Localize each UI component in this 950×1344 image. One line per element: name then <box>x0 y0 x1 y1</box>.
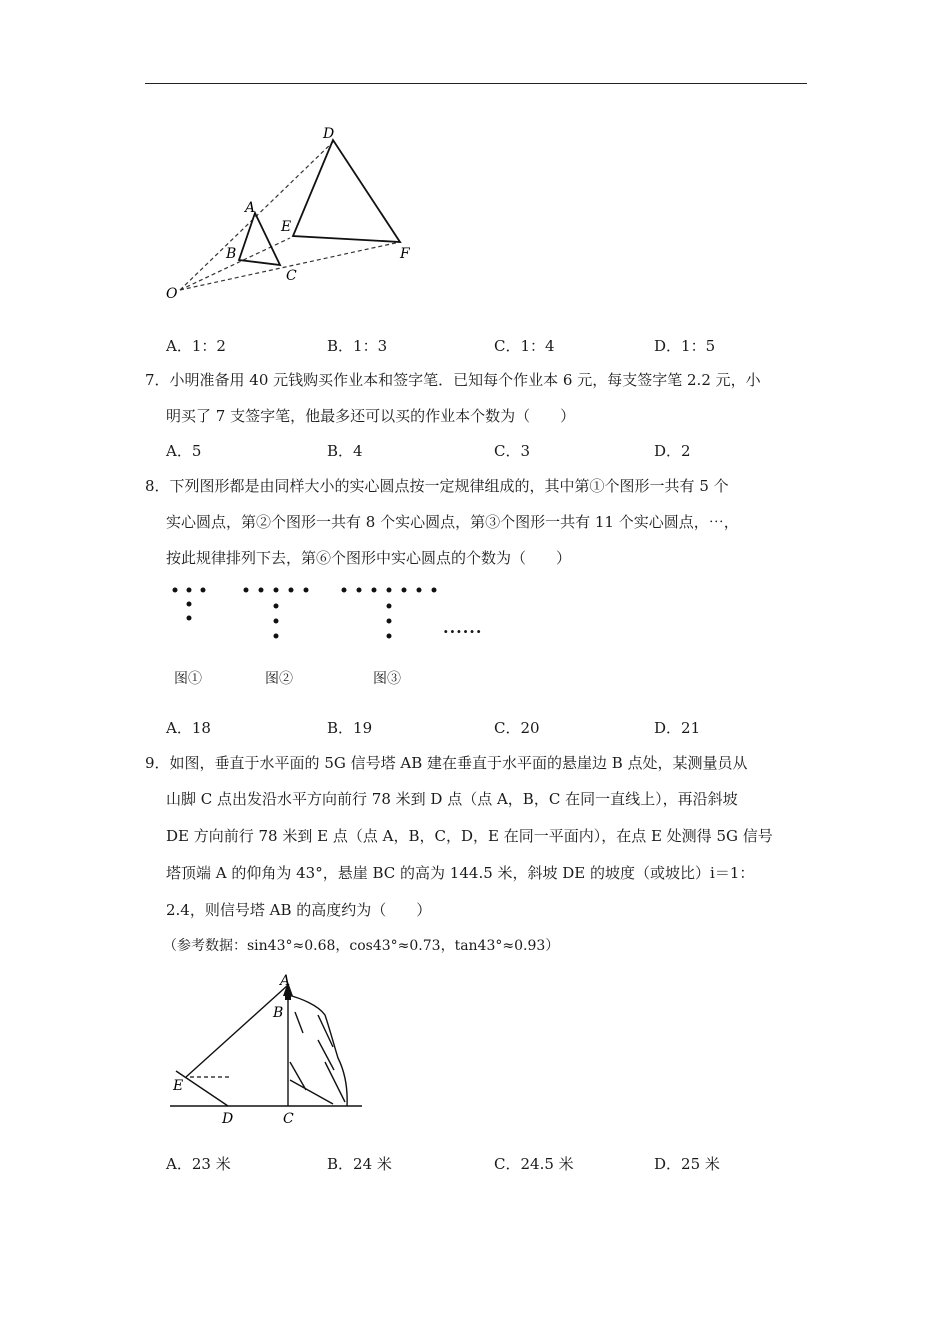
q9-option-a: A．23 米 <box>166 1155 231 1173</box>
header-rule <box>145 83 807 84</box>
figure-dot-patterns <box>160 578 460 648</box>
tower-label-A: A <box>280 973 291 989</box>
label-D: D <box>323 126 335 142</box>
q8-option-b: B．19 <box>327 719 373 737</box>
q6-option-b: B．1：3 <box>327 337 388 355</box>
q6-option-a: A．1：2 <box>166 337 226 355</box>
q9-line-4: 塔顶端 A 的仰角为 43°，悬崖 BC 的高为 144.5 米，斜坡 DE 的坡度（或坡比）i＝1： <box>166 864 755 882</box>
q7-option-b: B．4 <box>327 442 363 460</box>
caption-figure-2: 图② <box>265 671 293 687</box>
pattern-ellipsis: ...... <box>443 618 483 637</box>
q7-option-d: D．2 <box>654 442 691 460</box>
q8-line-2: 实心圆点，第②个图形一共有 8 个实心圆点，第③个图形一共有 11 个实心圆点，⋯， <box>166 513 739 531</box>
q7-line-2: 明买了 7 支签字笔，他最多还可以买的作业本个数为（ ） <box>166 407 576 425</box>
caption-figure-1: 图① <box>174 671 202 687</box>
q7-line-1: 7．小明准备用 40 元钱购买作业本和签字笔．已知每个作业本 6 元，每支签字笔 2.2 元，小 <box>145 371 761 389</box>
label-B: B <box>226 246 237 262</box>
q8-option-c: C．20 <box>494 719 540 737</box>
figure-signal-tower <box>160 965 370 1130</box>
label-E: E <box>281 219 292 235</box>
q8-option-d: D．21 <box>654 719 701 737</box>
caption-figure-3: 图③ <box>373 671 401 687</box>
q6-option-c: C．1：4 <box>494 337 555 355</box>
label-F: F <box>400 246 410 262</box>
tower-label-C: C <box>283 1111 294 1127</box>
tower-label-E: E <box>173 1078 184 1094</box>
label-O: O <box>166 286 178 302</box>
q6-option-d: D．1：5 <box>654 337 716 355</box>
q9-line-3: DE 方向前行 78 米到 E 点（点 A，B，C，D，E 在同一平面内），在点 E 处测得 5G 信号 <box>166 827 773 845</box>
tower-label-B: B <box>273 1005 284 1021</box>
q9-option-b: B．24 米 <box>327 1155 392 1173</box>
q8-option-a: A．18 <box>166 719 211 737</box>
q8-line-3: 按此规律排列下去，第⑥个图形中实心圆点的个数为（ ） <box>166 549 572 567</box>
q9-line-2: 山脚 C 点出发沿水平方向前行 78 米到 D 点（点 A，B，C 在同一直线上），再沿斜坡 <box>166 790 738 808</box>
q9-reference-data: （参考数据：sin43°≈0.68，cos43°≈0.73，tan43°≈0.93） <box>163 938 560 954</box>
label-C: C <box>286 268 297 284</box>
q7-option-a: A．5 <box>166 442 202 460</box>
q9-option-c: C．24.5 米 <box>494 1155 574 1173</box>
label-A: A <box>245 200 256 216</box>
q9-line-1: 9．如图，垂直于水平面的 5G 信号塔 AB 建在垂直于水平面的悬崖边 B 点处，某测量员从 <box>145 754 748 772</box>
q9-option-d: D．25 米 <box>654 1155 720 1173</box>
q9-line-5: 2.4，则信号塔 AB 的高度约为（ ） <box>166 901 432 919</box>
q8-line-1: 8．下列图形都是由同样大小的实心圆点按一定规律组成的，其中第①个图形一共有 5 个 <box>145 477 729 495</box>
q7-option-c: C．3 <box>494 442 531 460</box>
tower-label-D: D <box>222 1111 234 1127</box>
figure-homothety <box>160 120 420 305</box>
